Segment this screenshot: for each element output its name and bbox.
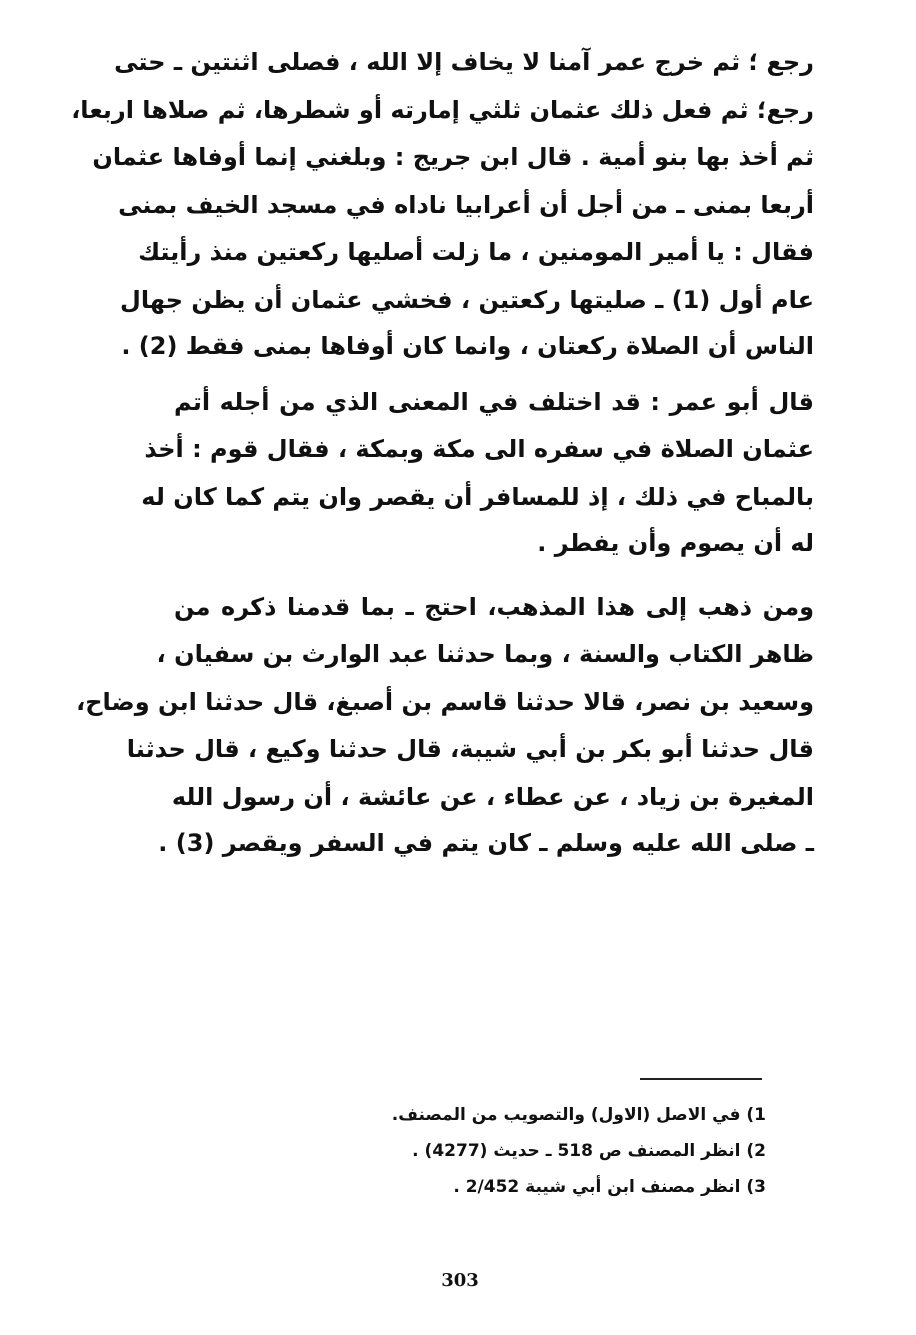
body-text-line: ثم أخذ بها بنو أمية . قال ابن جريج : وبلغني إنما أوفاها عثمان [92,143,814,171]
footnote-separator [640,1078,762,1080]
body-text-line: عثمان الصلاة في سفره الى مكة وبمكة ، فقال قوم : أخذ [144,435,814,463]
body-text-line: بالمباح في ذلك ، إذ للمسافر أن يقصر وان يتم كما كان له [141,483,814,511]
page-number: 303 [441,1270,479,1291]
body-text-line: الناس أن الصلاة ركعتان ، وانما كان أوفاها بمنى فقط (2) . [121,332,814,360]
body-text-line: وسعيد بن نصر، قالا حدثنا قاسم بن أصبغ، قال حدثنا ابن وضاح، [76,688,814,716]
body-text-line: قال أبو عمر : قد اختلف في المعنى الذي من أجله أتم [174,388,814,416]
body-text-line: رجع ؛ ثم خرج عمر آمنا لا يخاف إلا الله ، فصلى اثنتين ـ حتى [114,48,814,76]
body-text-line: له أن يصوم وأن يفطر . [537,529,814,557]
body-text-line: ومن ذهب إلى هذا المذهب، احتج ـ بما قدمنا ذكره من [174,593,814,621]
footnote: 3) انظر مصنف ابن أبي شيبة 2/452 . [453,1177,766,1197]
body-text-line: المغيرة بن زياد ، عن عطاء ، عن عائشة ، أن رسول الله [171,783,814,811]
body-text-line: قال حدثنا أبو بكر بن أبي شيبة، قال حدثنا وكيع ، قال حدثنا [126,735,814,763]
body-text-line: ظاهر الكتاب والسنة ، وبما حدثنا عبد الوارث بن سفيان ، [156,640,814,668]
body-text-line: ـ صلى الله عليه وسلم ـ كان يتم في السفر ويقصر (3) . [158,829,814,857]
body-text-line: أربعا بمنى ـ من أجل أن أعرابيا ناداه في مسجد الخيف بمنى [118,191,814,219]
body-text-line: رجع؛ ثم فعل ذلك عثمان ثلثي إمارته أو شطرها، ثم صلاها اربعا، [71,96,814,124]
body-text-line: عام أول (1) ـ صليتها ركعتين ، فخشي عثمان أن يظن جهال [120,286,814,314]
body-text-line: فقال : يا أمير المومنين ، ما زلت أصليها ركعتين منذ رأيتك [138,238,814,266]
footnote: 2) انظر المصنف ص 518 ـ حديث (4277) . [412,1141,766,1161]
footnote: 1) في الاصل (الاول) والتصويب من المصنف. [391,1105,766,1125]
